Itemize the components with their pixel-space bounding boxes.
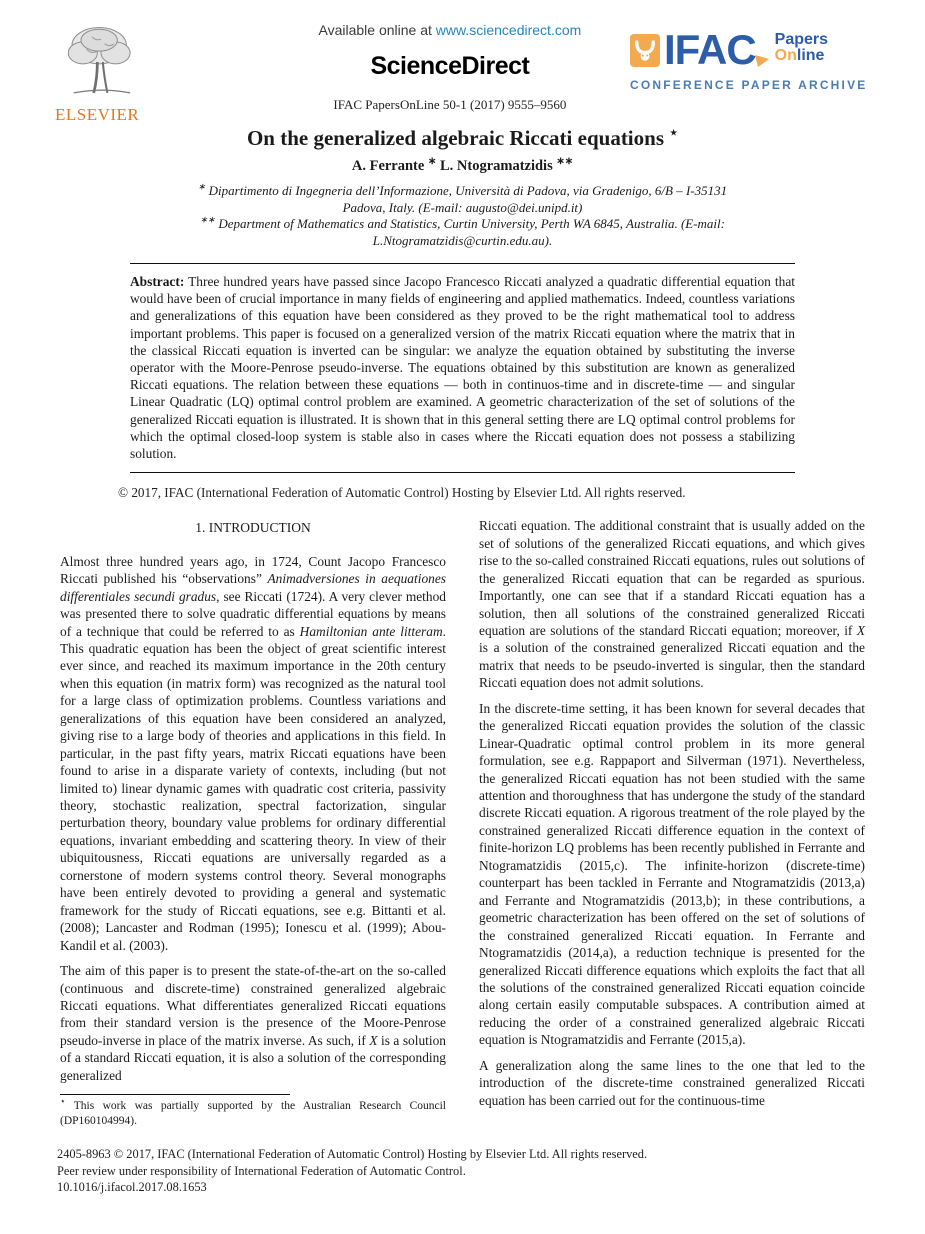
abstract-label: Abstract: [130,274,185,289]
footer-doi: 10.1016/j.ifacol.2017.08.1653 [57,1180,207,1195]
copyright-line: © 2017, IFAC (International Federation of Automatic Control) Hosting by Elsevier Ltd. All rights reserved. [118,485,686,501]
abstract-paragraph [130,273,795,462]
footnote-text: ⋆ This work was partially supported by the Australian Research Council (DP160104994). [60,1096,446,1127]
paper-title-text: On the generalized algebraic Riccati equations [246,126,664,150]
available-online-line [240,22,660,38]
sciencedirect-link[interactable]: www.sciencedirect.com [435,22,582,38]
footnote-rule [60,1094,290,1095]
authors-line: A. Ferrante ∗ L. Ntogramatzidis ∗∗ [351,156,574,174]
footer-issn-copyright: 2405-8963 © 2017, IFAC (International Federation of Automatic Control) Hosting by Elsevier Ltd. All rights reserved. [57,1147,648,1162]
right-paragraph-2: In the discrete-time setting, it has been known for several decades that the generalized Riccati equation provides the solution of the classic Linear-Quadratic optimal control problem in its more general formulation, see e.g. Rappaport and Silverman (1971). Nevertheless, the generalized Riccati equation has not been studied with the same attention and thoroughness that has undergone the study of the standard discrete Riccati equation. A rigorous treatment of the role played by the constrained generalized Riccati difference equation in the context of finite-horizon LQ problems has been recently published in Ferrante and Ntogramatzidis (2015,c). The infinite-horizon (discrete-time) counterpart has been tackled in Ferrante and Ntogramatzidis (2013,a) and Ferrante and Ntogramatzidis (2013,b); in these contributions, a geometric characterization has been offered on the set of solutions of the constrained generalized Riccati equation. In Ferrante and Ntogramatzidis (2014,a), a reduction technique is presented for the generalized Riccati difference equations which exploits the fact that all the solutions of the constrained generalized Riccati equation coincide along certain easily computable subspaces. A contribution aimed at reducing the order of a constrained generalized algebraic Riccati equation is Ntogramatzidis and Ferrante (2015,a). [479,700,865,1048]
ifac-arrow-icon [754,54,770,73]
left-column [60,517,446,1128]
ifac-wordmark: IFAC [664,26,756,73]
conference-paper-archive-label: CONFERENCE PAPER ARCHIVE [630,78,868,92]
elsevier-tree-icon [55,89,147,106]
title-block [0,126,925,249]
title-footnote [60,1094,446,1128]
ifac-on-word: On [774,47,797,64]
ifac-line-word: line [796,47,825,64]
title-footnote-star: ⋆ [669,126,679,141]
ifac-papersonline-logo [630,26,880,92]
right-paragraph-3: A generalization along the same lines to the one that led to the introduction of the discrete-time constrained generalized Riccati equation has been carried out for the continuous-time [479,1057,865,1108]
paper-title [0,126,925,151]
left-paragraph-2: The aim of this paper is to present the state-of-the-art on the so-called (continuous and discrete-time) constrained generalized algebraic Riccati equations. What differentiates generalized Riccati equations from their standard version is the presence of the Moore-Penrose pseudo-inverse in place of the matrix inverse. As such, if X is a solution of a standard Riccati equation, it is also a solution of the corresponding generalized [60,963,446,1083]
footer-peer-review: Peer review under responsibility of International Federation of Automatic Control. [57,1163,466,1178]
abstract-body-text: Three hundred years have passed since Jacopo Francesco Riccati analyzed a quadratic differential equation that would have been of crucial importance in many fields of engineering and applied mathematics. Indeed, countless variations and generalizations of this equation have been considered as they proved to be the right mathematical tool to address important problems. This paper is focused on a generalized version of the matrix Riccati equation where the matrix that in the classical Riccati equation is inverted can be singular: we analyze the equation obtained by substituting the inverse operator with the Moore-Penrose pseudo-inverse. The equations obtained by this substitution are known as generalized Riccati equations. The relation between these equations — both in continuos-time and in discrete-time — and singular Linear Quadratic (LQ) optimal control problem are examined. A geometric characterization of the set of solutions of the generalized Riccati equation is illustrated. It is shown that in this general setting there are LQ optimal control problems for which the optimal closed-loop system is stable also in cases where the Riccati equation does not possess a stabilizing solution. [130,274,795,462]
sciencedirect-wordmark: ScienceDirect [370,52,530,80]
ifac-logo-row [630,26,880,73]
abstract-bottom-rule [130,472,795,473]
available-online-text: Available online at [318,22,436,38]
abstract-section [130,263,795,473]
abstract-top-rule [130,263,795,264]
right-paragraph-1: Riccati equation. The additional constraint that is usually added on the set of solutions of the generalized Riccati equations, and which gives rise to the so-called constrained Riccati equations, rules out solutions of the generalized Riccati equation that can be regarded as spurious. Importantly, one can see that if a standard Riccati equation has a solution, then all solutions of the constrained generalized Riccati equation are solutions of the standard Riccati equation; moreover, if X is a solution of the constrained generalized Riccati equation and the matrix that needs to be pseudo-inverted is singular, then the standard Riccati equation does not admit solutions. [479,518,865,691]
masthead-center [240,22,660,113]
right-column [479,517,865,1128]
masthead [0,0,925,124]
elsevier-logo [55,22,175,125]
affiliation-1: ∗ Dipartimento di Ingegneria dell’Informazione, Università di Padova, via Gradenigo, 6/B – I-35131 Padova, Italy. (E-mail: augusto@dei.unipd.it) [197,181,728,215]
affiliations [175,183,750,249]
left-paragraph-1: Almost three hundred years ago, in 1724, Count Jacopo Francesco Riccati published his “observations” Animadversiones in aequationes differentiales secundi gradus, see Riccati (1724). A very clever method was presented there to solve quadratic differential equations by means of a technique that could be referred to as Hamiltonian ante litteram. This quadratic equation has been the object of great scientific interest ever since, and reached its maximum importance in the 20th century when this equation (in matrix form) was recognized as the natural tool for a large class of optimization problems. Countless variations and generalizations of this equation have been considered an analyzed, giving rise to a large body of theories and applications in this field. In particular, in the past fifty years, matrix Riccati equations have been found to arise in a disparate variety of contexts, including (but not limited to) linear dynamic games with quadratic cost criteria, passivity theory, stochastic realization, spectral factorization, singular perturbation theory, boundary value problems for ordinary differential equations, invariant embedding and scattering theory. In view of their ubiquitousness, Riccati equations are universally regarded as a cornerstone of modern systems control theory. Several monographs have been entirely devoted to providing a general and systematic framework for the study of Riccati equations, see e.g. Bittanti et al. (2008); Lancaster and Rodman (1995); Ionescu et al. (1999); Abou-Kandil et al. (2003). [60,553,446,953]
ifac-papers-online-text [775,32,828,64]
section-heading-introduction: 1. INTRODUCTION [195,520,311,536]
elsevier-wordmark: ELSEVIER [55,105,140,124]
journal-reference: IFAC PapersOnLine 50-1 (2017) 9555–9560 [333,97,567,112]
page-footer [57,1146,865,1196]
ifac-papers-word: Papers [774,31,829,48]
ifac-bull-icon [630,34,660,67]
affiliation-2: ∗∗ Department of Mathematics and Statistics, Curtin University, Perth WA 6845, Australia. (E-mail: L.Ntogramatzidis@curtin.edu.au). [199,214,725,248]
body-columns [60,517,865,1128]
